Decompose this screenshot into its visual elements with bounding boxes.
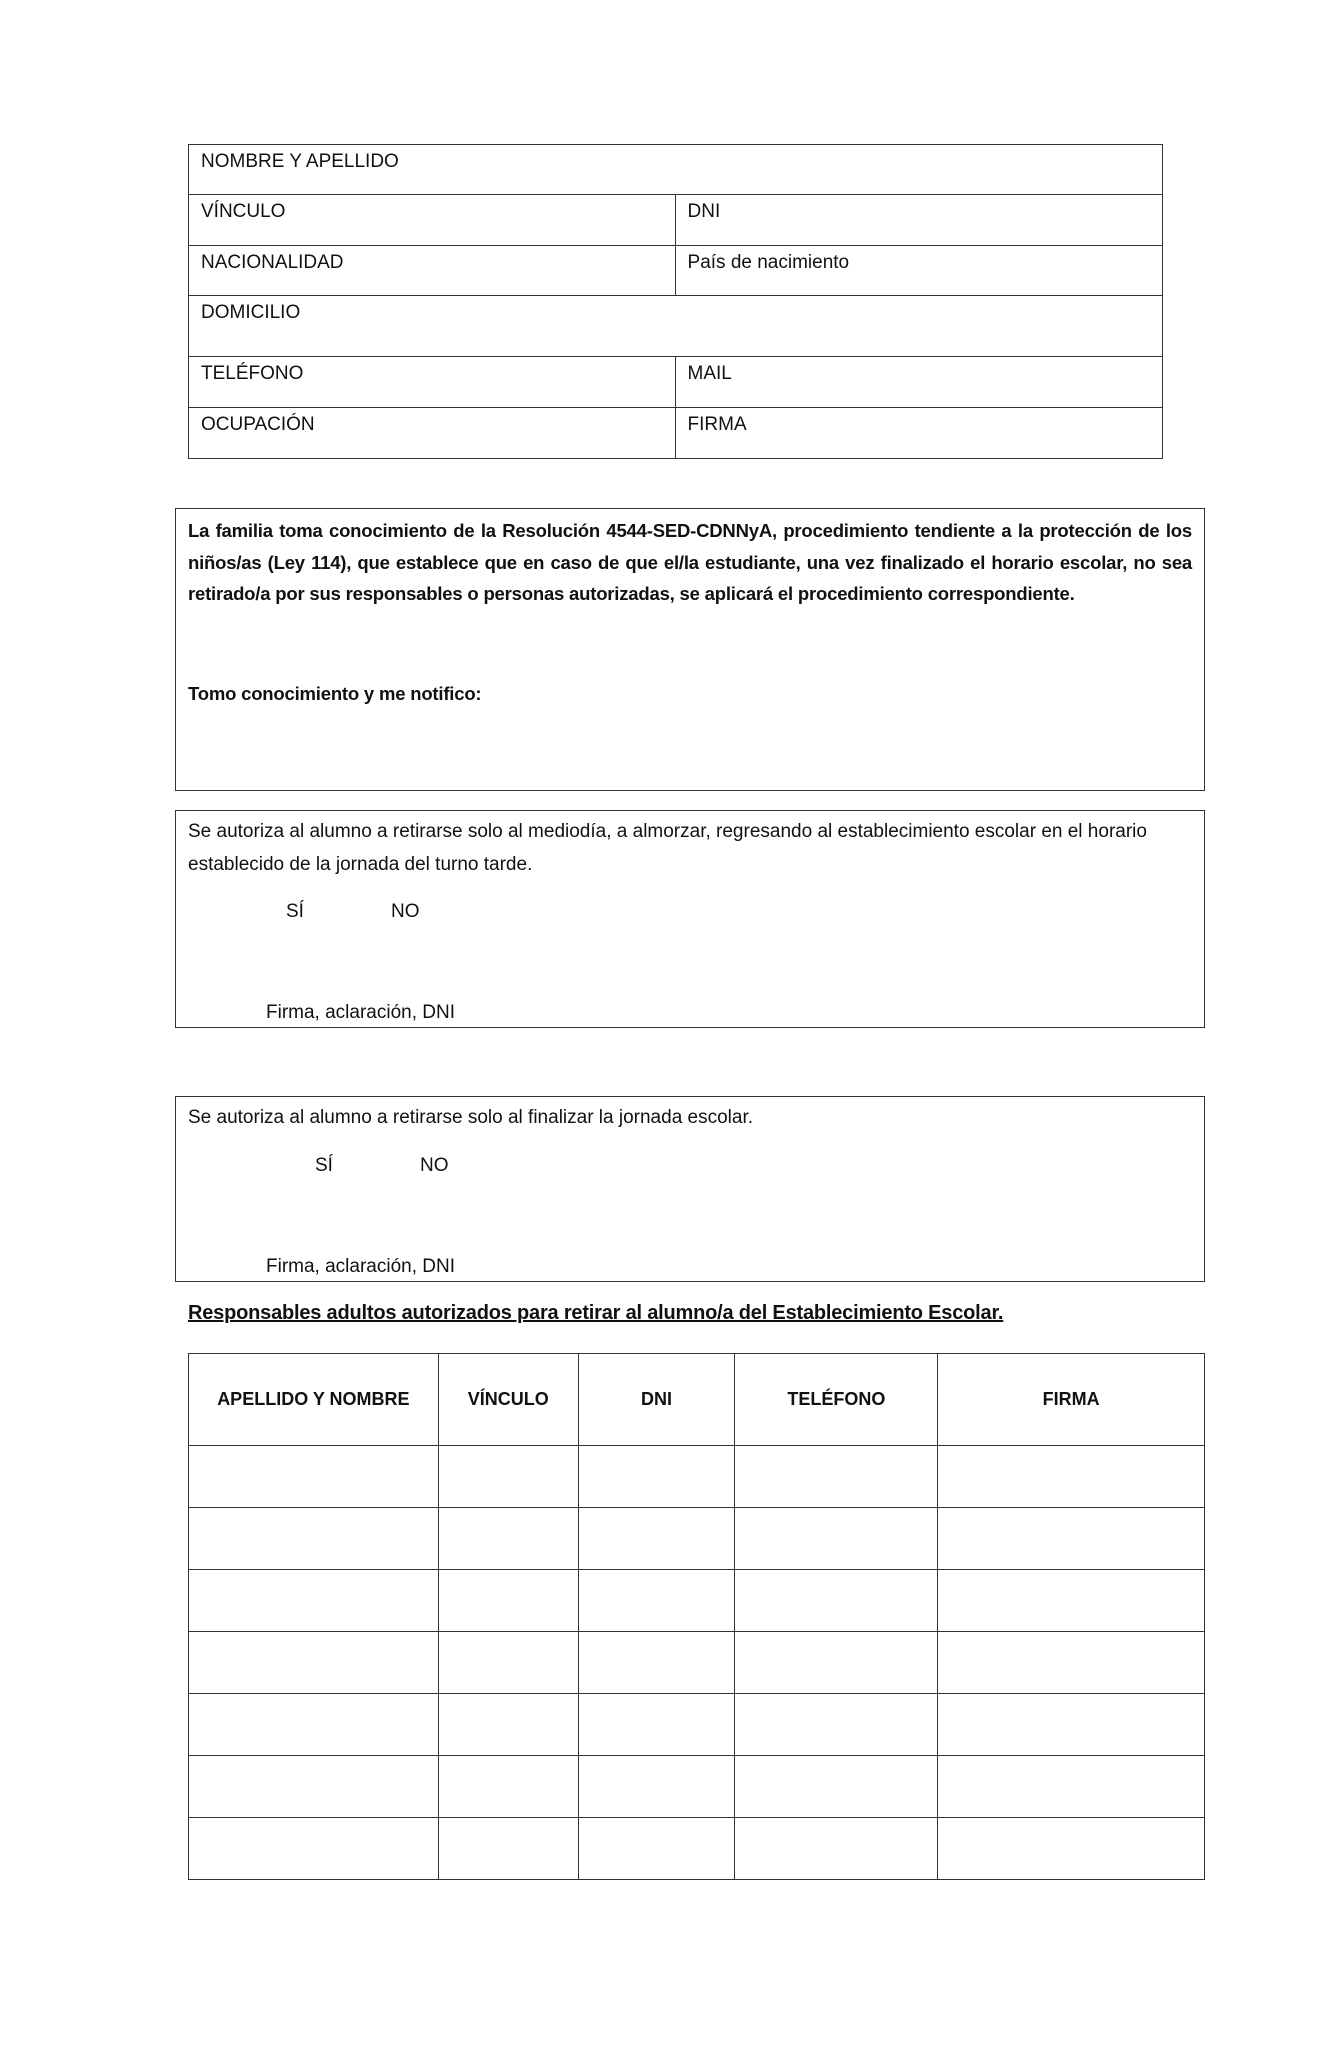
field-dni[interactable]: DNI — [675, 195, 1162, 246]
table-cell[interactable] — [938, 1508, 1205, 1570]
personal-data-table — [188, 144, 1163, 459]
midday-yes-option[interactable]: SÍ — [286, 901, 304, 922]
table-row — [189, 1446, 1205, 1508]
table-row — [189, 1694, 1205, 1756]
table-cell[interactable] — [438, 1756, 578, 1818]
table-cell[interactable] — [578, 1756, 735, 1818]
table-row — [189, 1570, 1205, 1632]
notice-box — [175, 508, 1205, 791]
field-telefono[interactable]: TELÉFONO — [189, 357, 676, 408]
table-cell[interactable] — [438, 1818, 578, 1880]
table-cell[interactable] — [735, 1508, 938, 1570]
table-row — [189, 1756, 1205, 1818]
table-cell[interactable] — [578, 1508, 735, 1570]
table-cell[interactable] — [735, 1818, 938, 1880]
notice-acknowledgement: Tomo conocimiento y me notifico: — [188, 682, 482, 704]
table-cell[interactable] — [578, 1570, 735, 1632]
field-mail[interactable]: MAIL — [675, 357, 1162, 408]
midday-no-option[interactable]: NO — [391, 901, 420, 922]
notice-paragraph: La familia toma conocimiento de la Resolución 4544-SED-CDNNyA, procedimiento tendiente a la protección de los niños/as (Ley 114), que establece que en caso de que el/la estudiante, una vez finalizado el horario escolar, no sea retirado/a por sus responsables o personas autorizadas, se aplicará el procedimiento correspondiente. — [188, 520, 1192, 604]
table-cell[interactable] — [735, 1446, 938, 1508]
table-cell[interactable] — [438, 1694, 578, 1756]
table-cell[interactable] — [578, 1632, 735, 1694]
column-header-firma: FIRMA — [938, 1354, 1205, 1446]
end-signature-label: Firma, aclaración, DNI — [266, 1256, 455, 1277]
table-row — [189, 1632, 1205, 1694]
table-cell[interactable] — [735, 1570, 938, 1632]
table-cell[interactable] — [578, 1818, 735, 1880]
table-cell[interactable] — [189, 1508, 439, 1570]
table-cell[interactable] — [438, 1570, 578, 1632]
table-cell[interactable] — [189, 1446, 439, 1508]
end-authorization-text: Se autoriza al alumno a retirarse solo al finalizar la jornada escolar. — [188, 1107, 754, 1128]
column-header-dni: DNI — [578, 1354, 735, 1446]
table-cell[interactable] — [438, 1508, 578, 1570]
midday-authorization-text: Se autoriza al alumno a retirarse solo al mediodía, a almorzar, regresando al establecimiento escolar en el horario establecido de la jornada del turno tarde. — [188, 821, 1147, 875]
column-header-apellido-nombre: APELLIDO Y NOMBRE — [189, 1354, 439, 1446]
midday-signature-label: Firma, aclaración, DNI — [266, 1002, 455, 1023]
table-cell[interactable] — [938, 1818, 1205, 1880]
field-ocupacion[interactable]: OCUPACIÓN — [189, 408, 676, 459]
column-header-vinculo: VÍNCULO — [438, 1354, 578, 1446]
table-cell[interactable] — [189, 1632, 439, 1694]
table-cell[interactable] — [938, 1756, 1205, 1818]
table-cell[interactable] — [438, 1632, 578, 1694]
table-cell[interactable] — [938, 1446, 1205, 1508]
end-authorization-box — [175, 1096, 1205, 1282]
table-cell[interactable] — [189, 1756, 439, 1818]
field-pais-nacimiento[interactable]: País de nacimiento — [675, 246, 1162, 296]
table-cell[interactable] — [735, 1632, 938, 1694]
table-cell[interactable] — [189, 1570, 439, 1632]
table-cell[interactable] — [938, 1570, 1205, 1632]
field-vinculo[interactable]: VÍNCULO — [189, 195, 676, 246]
end-no-option[interactable]: NO — [420, 1155, 449, 1176]
table-cell[interactable] — [735, 1756, 938, 1818]
authorized-adults-table — [188, 1353, 1205, 1880]
table-cell[interactable] — [735, 1694, 938, 1756]
table-cell[interactable] — [578, 1694, 735, 1756]
authorized-adults-heading: Responsables adultos autorizados para retirar al alumno/a del Establecimiento Escolar. — [188, 1302, 1004, 1324]
table-cell[interactable] — [189, 1818, 439, 1880]
table-row — [189, 1508, 1205, 1570]
table-cell[interactable] — [189, 1694, 439, 1756]
table-cell[interactable] — [938, 1694, 1205, 1756]
field-firma[interactable]: FIRMA — [675, 408, 1162, 459]
table-cell[interactable] — [578, 1446, 735, 1508]
midday-authorization-box — [175, 810, 1205, 1028]
field-nombre-apellido[interactable]: NOMBRE Y APELLIDO — [189, 145, 1163, 195]
field-nacionalidad[interactable]: NACIONALIDAD — [189, 246, 676, 296]
table-row — [189, 1818, 1205, 1880]
table-cell[interactable] — [938, 1632, 1205, 1694]
end-yes-option[interactable]: SÍ — [315, 1155, 333, 1176]
column-header-telefono: TELÉFONO — [735, 1354, 938, 1446]
table-cell[interactable] — [438, 1446, 578, 1508]
field-domicilio[interactable]: DOMICILIO — [189, 296, 1163, 357]
